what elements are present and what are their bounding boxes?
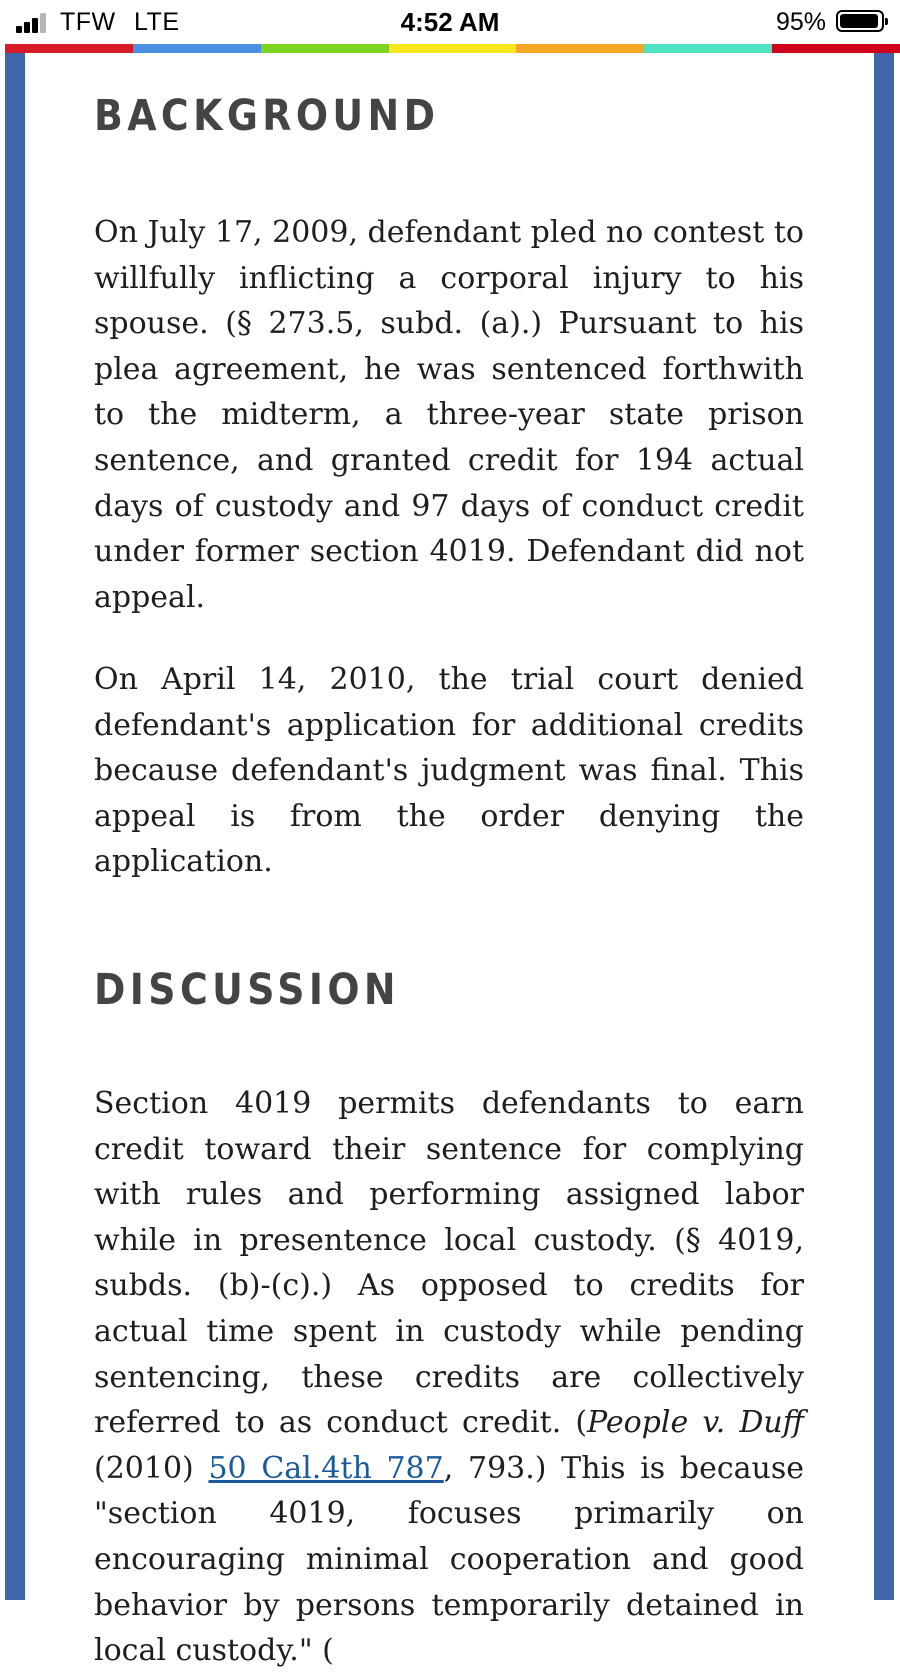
discussion-text-1: Section 4019 permits defendants to earn credit toward their sentence for complying with rules and performing assigned labor while in presentence local custody. (§ 4019, subds. (b)-(c).) As opposed to credits for actual time spent in custody while pending sentencing, these credits are collectively referred to as conduct credit. ( (94, 1086, 804, 1441)
rainbow-segment (133, 44, 261, 53)
rainbow-segment (5, 44, 133, 53)
discussion-text-2: (2010) (94, 1450, 209, 1486)
status-time: 4:52 AM (400, 7, 500, 37)
discussion-paragraph-1 (94, 1081, 804, 1674)
rainbow-strip (5, 44, 900, 53)
rainbow-segment (644, 44, 772, 53)
rainbow-segment (389, 44, 517, 53)
battery-percentage: 95% (776, 8, 827, 36)
left-border (5, 53, 25, 1600)
rainbow-segment (772, 44, 900, 53)
background-heading: BACKGROUND (94, 91, 440, 141)
right-border (874, 53, 894, 1600)
background-paragraph-1: On July 17, 2009, defendant pled no contest to willfully inflicting a corporal injury to his spouse. (§ 273.5, subd. (a).) Pursuant to his plea agreement, he was sentenced forthwith to the midterm, a three-year state prison sentence, and granted credit for 194 actual days of custody and 97 days of conduct credit under former section 4019. Defendant did not appeal. (94, 215, 804, 615)
carrier-name: TFW (60, 8, 116, 36)
battery-icon (836, 10, 884, 32)
background-paragraph-2: On April 14, 2010, the trial court denied defendant's application for additional credits because defendant's judgment was final. This appeal is from the order denying the application. (94, 662, 804, 880)
rainbow-segment (516, 44, 644, 53)
case-name: People v. Duff (587, 1405, 804, 1441)
network-type: LTE (134, 8, 180, 36)
citation-link[interactable]: 50 Cal.4th 787 (208, 1450, 444, 1486)
discussion-heading: DISCUSSION (94, 965, 400, 1015)
discussion-text-3: , 793.) This is because "section 4019, focuses primarily on encouraging minimal cooperation and good behavior by persons temporarily detained in local custody." ( (94, 1450, 805, 1669)
status-bar (0, 0, 900, 44)
rainbow-segment (261, 44, 389, 53)
